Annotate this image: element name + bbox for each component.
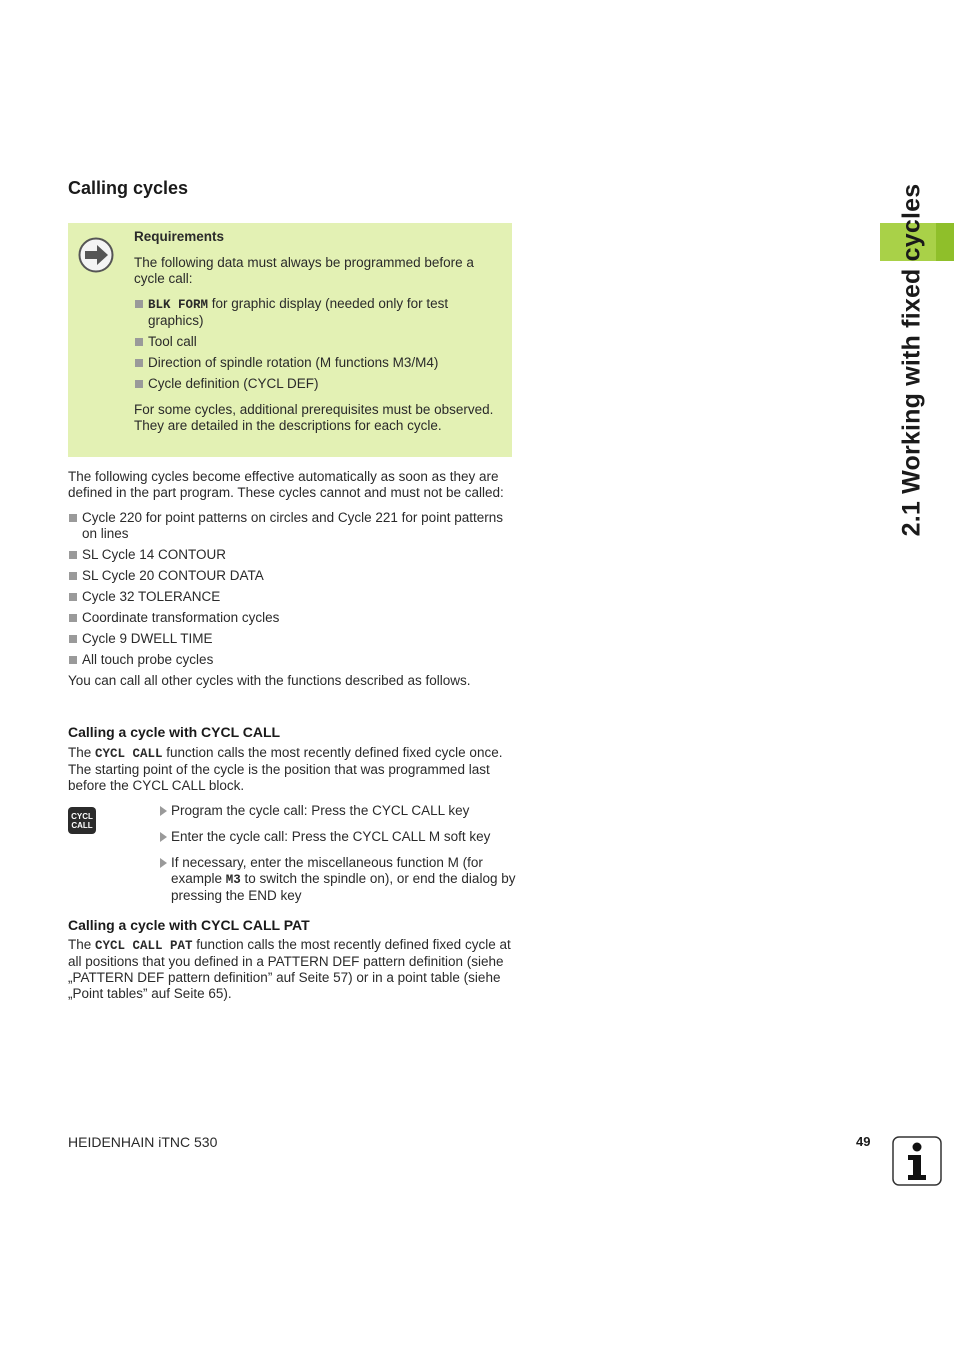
- auto-outro: You can call all other cycles with the functions described as follows.: [68, 673, 471, 688]
- code-cycl-call: CYCL CALL: [95, 747, 163, 761]
- text: function calls the most recently defined fixed cycle at all positions that you defined in a PATTERN DEF pattern definition (siehe „PATTERN DEF pattern definition” auf Seite 57) or in a point table (siehe „Point tables” auf Seite 65).: [68, 937, 511, 1001]
- text: The: [68, 745, 96, 760]
- key-label: CYCL: [71, 811, 93, 821]
- info-icon: [892, 1136, 942, 1186]
- list-item: Cycle 9 DWELL TIME: [68, 631, 514, 647]
- requirements-list: [134, 296, 506, 392]
- list-item: Coordinate transformation cycles: [68, 610, 514, 626]
- text: to switch the spindle on), or end the dialog by pressing the END key: [171, 871, 516, 903]
- arrow-right-icon: [78, 237, 114, 273]
- cycl-call-pat-paragraph: [68, 937, 514, 1002]
- list-item: Tool call: [134, 334, 506, 350]
- key-label: CALL: [71, 820, 93, 830]
- auto-intro: The following cycles become effective automatically as soon as they are defined in the part program. These cycles cannot and must not be called:: [68, 469, 504, 500]
- cycl-call-heading: Calling a cycle with CYCL CALL: [68, 724, 281, 740]
- cycl-call-section: [68, 724, 514, 794]
- list-item: [134, 296, 506, 329]
- list-item: Direction of spindle rotation (M functions M3/M4): [134, 355, 506, 371]
- note-outro: For some cycles, additional prerequisites must be observed. They are detailed in the descriptions for each cycle.: [134, 402, 494, 433]
- list-item: Cycle 220 for point patterns on circles and Cycle 221 for point patterns on lines: [68, 510, 514, 542]
- chapter-title: 2.1 Working with fixed cycles: [897, 183, 926, 537]
- cycl-call-paragraph: [68, 745, 514, 794]
- section-title: Calling cycles: [68, 178, 189, 198]
- note-intro: The following data must always be programmed before a cycle call:: [134, 255, 474, 286]
- footer-product: HEIDENHAIN iTNC 530: [68, 1134, 218, 1150]
- text: The: [68, 937, 96, 952]
- cycl-call-pat-section: [68, 917, 514, 1002]
- code-blk-form: BLK FORM: [148, 298, 209, 312]
- list-item: SL Cycle 14 CONTOUR: [68, 547, 514, 563]
- list-item: All touch probe cycles: [68, 652, 514, 668]
- list-item: Cycle 32 TOLERANCE: [68, 589, 514, 605]
- cycl-call-key-icon: [68, 807, 96, 834]
- step-item: Enter the cycle call: Press the CYCL CALL M soft key: [158, 829, 518, 845]
- page-number: 49: [856, 1134, 871, 1149]
- requirements-note: [68, 223, 512, 457]
- auto-cycles-list: [68, 510, 514, 668]
- text: If necessary, enter the miscellaneous function M (for example: [171, 855, 483, 886]
- note-heading: Requirements: [134, 229, 225, 244]
- text: function calls the most recently defined fixed cycle once. The starting point of the cycle is the position that was programmed last before the CYCL CALL block.: [68, 745, 503, 793]
- code-cycl-call-pat: CYCL CALL PAT: [95, 939, 193, 953]
- code-m3: M3: [225, 873, 241, 887]
- chapter-tab-accent: [936, 223, 954, 261]
- list-item: Cycle definition (CYCL DEF): [134, 376, 506, 392]
- list-item-text: for graphic display (needed only for test graphics): [148, 296, 449, 328]
- cycl-call-pat-heading: Calling a cycle with CYCL CALL PAT: [68, 917, 310, 933]
- step-item: [158, 855, 518, 904]
- step-item: Program the cycle call: Press the CYCL CALL key: [158, 803, 518, 819]
- auto-cycles-section: [68, 469, 514, 689]
- cycl-call-steps: [158, 803, 518, 914]
- list-item: SL Cycle 20 CONTOUR DATA: [68, 568, 514, 584]
